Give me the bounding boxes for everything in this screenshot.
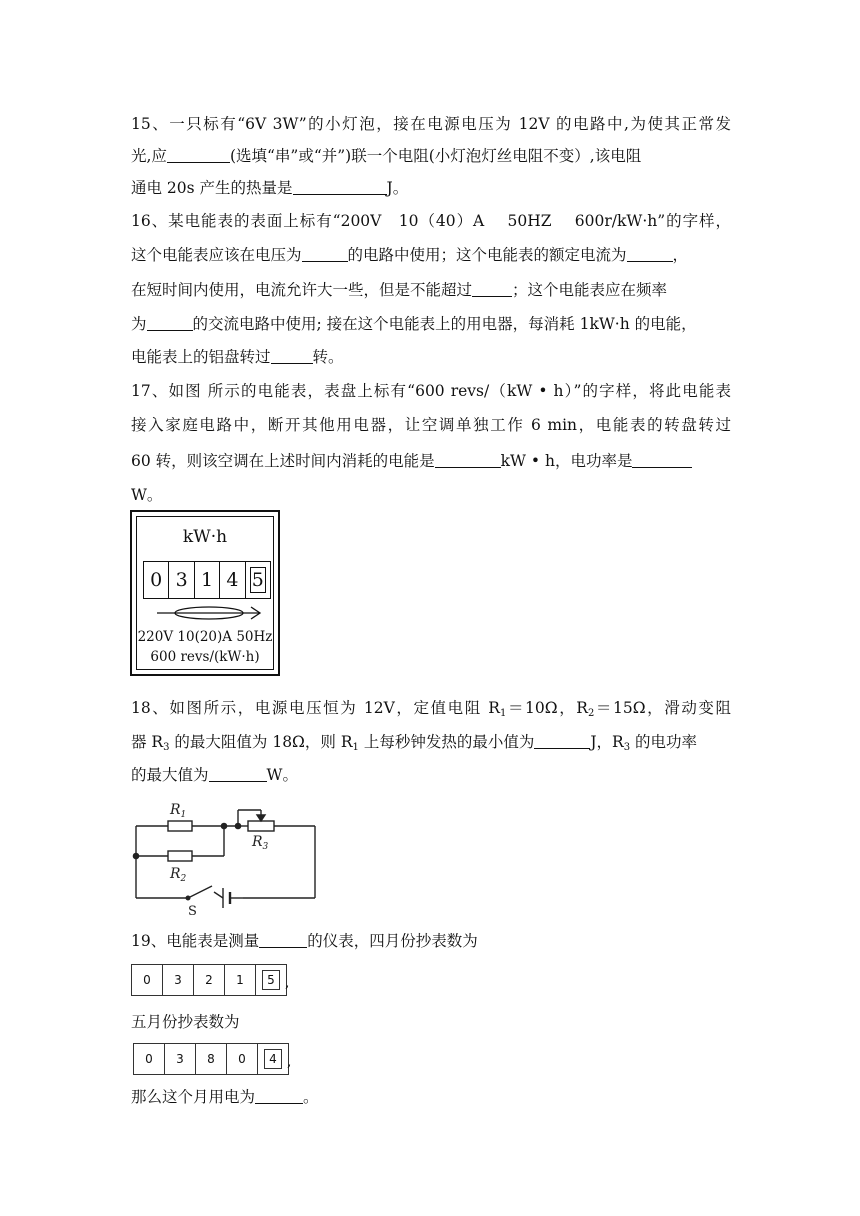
- q19-line-1: 19、电能表是测量 的仪表，四月份抄表数为: [131, 932, 478, 950]
- reading-digit: 0: [227, 1044, 258, 1074]
- q16-line-1: 16、某电能表的表面上标有“200V 10（40）A 50HZ 600r/kW·h”的字样，: [131, 212, 731, 230]
- rheostat-r3-icon: [248, 821, 274, 831]
- q19-line-3: 那么这个月用电为 。: [131, 1088, 319, 1106]
- rotating-disc-arrow-icon: [155, 603, 265, 623]
- q16-blank-rated-current[interactable]: [627, 246, 673, 262]
- reading-digit: 8: [196, 1044, 227, 1074]
- meter-spec-rating: 220V 10(20)A 50Hz: [137, 629, 273, 645]
- reading-digit: 3: [163, 965, 194, 995]
- meter-digit: 4: [220, 562, 245, 598]
- q15-line-1: 15、一只标有“6V 3W”的小灯泡，接在电源电压为 12V 的电路中,为使其正常发: [131, 115, 731, 133]
- meter-unit-label: kW·h: [182, 527, 228, 547]
- electric-meter-figure: [130, 510, 280, 676]
- q16-line-2: 这个电能表应该在电压为 的电路中使用；这个电能表的额定电流为 ，: [131, 246, 689, 264]
- label-r1: $R_1$: [170, 802, 187, 820]
- reading-digit: 3: [165, 1044, 196, 1074]
- q17-line-4: W。: [131, 486, 163, 504]
- comma: ,: [287, 1054, 292, 1070]
- q16-blank-frequency[interactable]: [147, 315, 193, 331]
- april-meter-reading: [131, 964, 290, 996]
- meter-digit-decimal: 5: [251, 569, 264, 591]
- q16-blank-voltage[interactable]: [302, 246, 348, 262]
- q15-line-3: 通电 20s 产生的热量是 J。: [131, 179, 409, 197]
- q16-line-3: 在短时间内使用，电流允许大一些，但是不能超过 ；这个电能表应在频率: [131, 281, 668, 299]
- meter-digit: 3: [169, 562, 194, 598]
- q18-line-3: 的最大值为 W。: [131, 766, 298, 784]
- reading-digit: 1: [225, 965, 256, 995]
- q17-line-1: 17、如图 所示的电能表，表盘上标有“600 revs/（kW • h）”的字样，将此电能表: [131, 382, 731, 400]
- comma: ,: [285, 975, 290, 991]
- q16-line-5: 电能表上的铝盘转过 转。: [131, 348, 344, 366]
- may-meter-reading: [133, 1043, 292, 1075]
- q17-blank-power[interactable]: [632, 452, 692, 468]
- q18-blank-min-heat[interactable]: [534, 733, 590, 749]
- label-switch: S: [188, 904, 197, 918]
- meter-spec-revs: 600 revs/(kW·h): [150, 649, 260, 665]
- resistor-r1-icon: [168, 821, 192, 831]
- reading-digit-decimal: 4: [258, 1044, 288, 1074]
- q18-line-1: 18、如图所示，电源电压恒为 12V，定值电阻 $R_1=10\Omega$，$R_2=15\Omega$，滑动变阻: [131, 699, 732, 719]
- resistor-r2-icon: [168, 851, 192, 861]
- q19-blank-measures[interactable]: [259, 932, 307, 948]
- q16-blank-revolutions[interactable]: [271, 348, 313, 364]
- reading-digit: 2: [194, 965, 225, 995]
- circuit-diagram: [128, 798, 323, 918]
- q18-line-2: 器 $R_3$ 的最大阻值为 18Ω，则 $R_1$ 上每秒钟发热的最小值为 J，$R_3$ 的电功率: [131, 733, 698, 753]
- q18-blank-max-power[interactable]: [209, 766, 267, 782]
- reading-digit-decimal: 5: [256, 965, 286, 995]
- q16-line-4: 为 的交流电路中使用; 接在这个电能表上的用电器，每消耗 1kW·h 的电能，: [131, 315, 697, 333]
- q17-line-3: 60 转，则该空调在上述时间内消耗的电能是 kW • h，电功率是: [131, 450, 731, 472]
- meter-digit-window: [143, 561, 271, 599]
- q15-blank-2[interactable]: [293, 179, 387, 195]
- q19-blank-usage[interactable]: [255, 1088, 303, 1104]
- reading-digit: 0: [132, 965, 163, 995]
- q15-blank-1[interactable]: [167, 147, 230, 163]
- label-r2: $R_2$: [170, 866, 187, 884]
- q16-blank-max-current[interactable]: [472, 281, 512, 297]
- meter-digit: 1: [195, 562, 220, 598]
- q17-line-2: 接入家庭电路中，断开其他用电器，让空调单独工作 6 min，电能表的转盘转过: [131, 416, 731, 434]
- q15-line-2: 光,应 (选填“串”或“并”)联一个电阻(小灯泡灯丝电阻不变）,该电阻: [131, 147, 642, 165]
- reading-digit: 0: [134, 1044, 165, 1074]
- q19-line-2: 五月份抄表数为: [131, 1013, 240, 1031]
- meter-face: [136, 516, 274, 670]
- label-r3: $R_3$: [252, 834, 269, 852]
- meter-digit: 0: [144, 562, 169, 598]
- q17-blank-energy[interactable]: [435, 452, 501, 468]
